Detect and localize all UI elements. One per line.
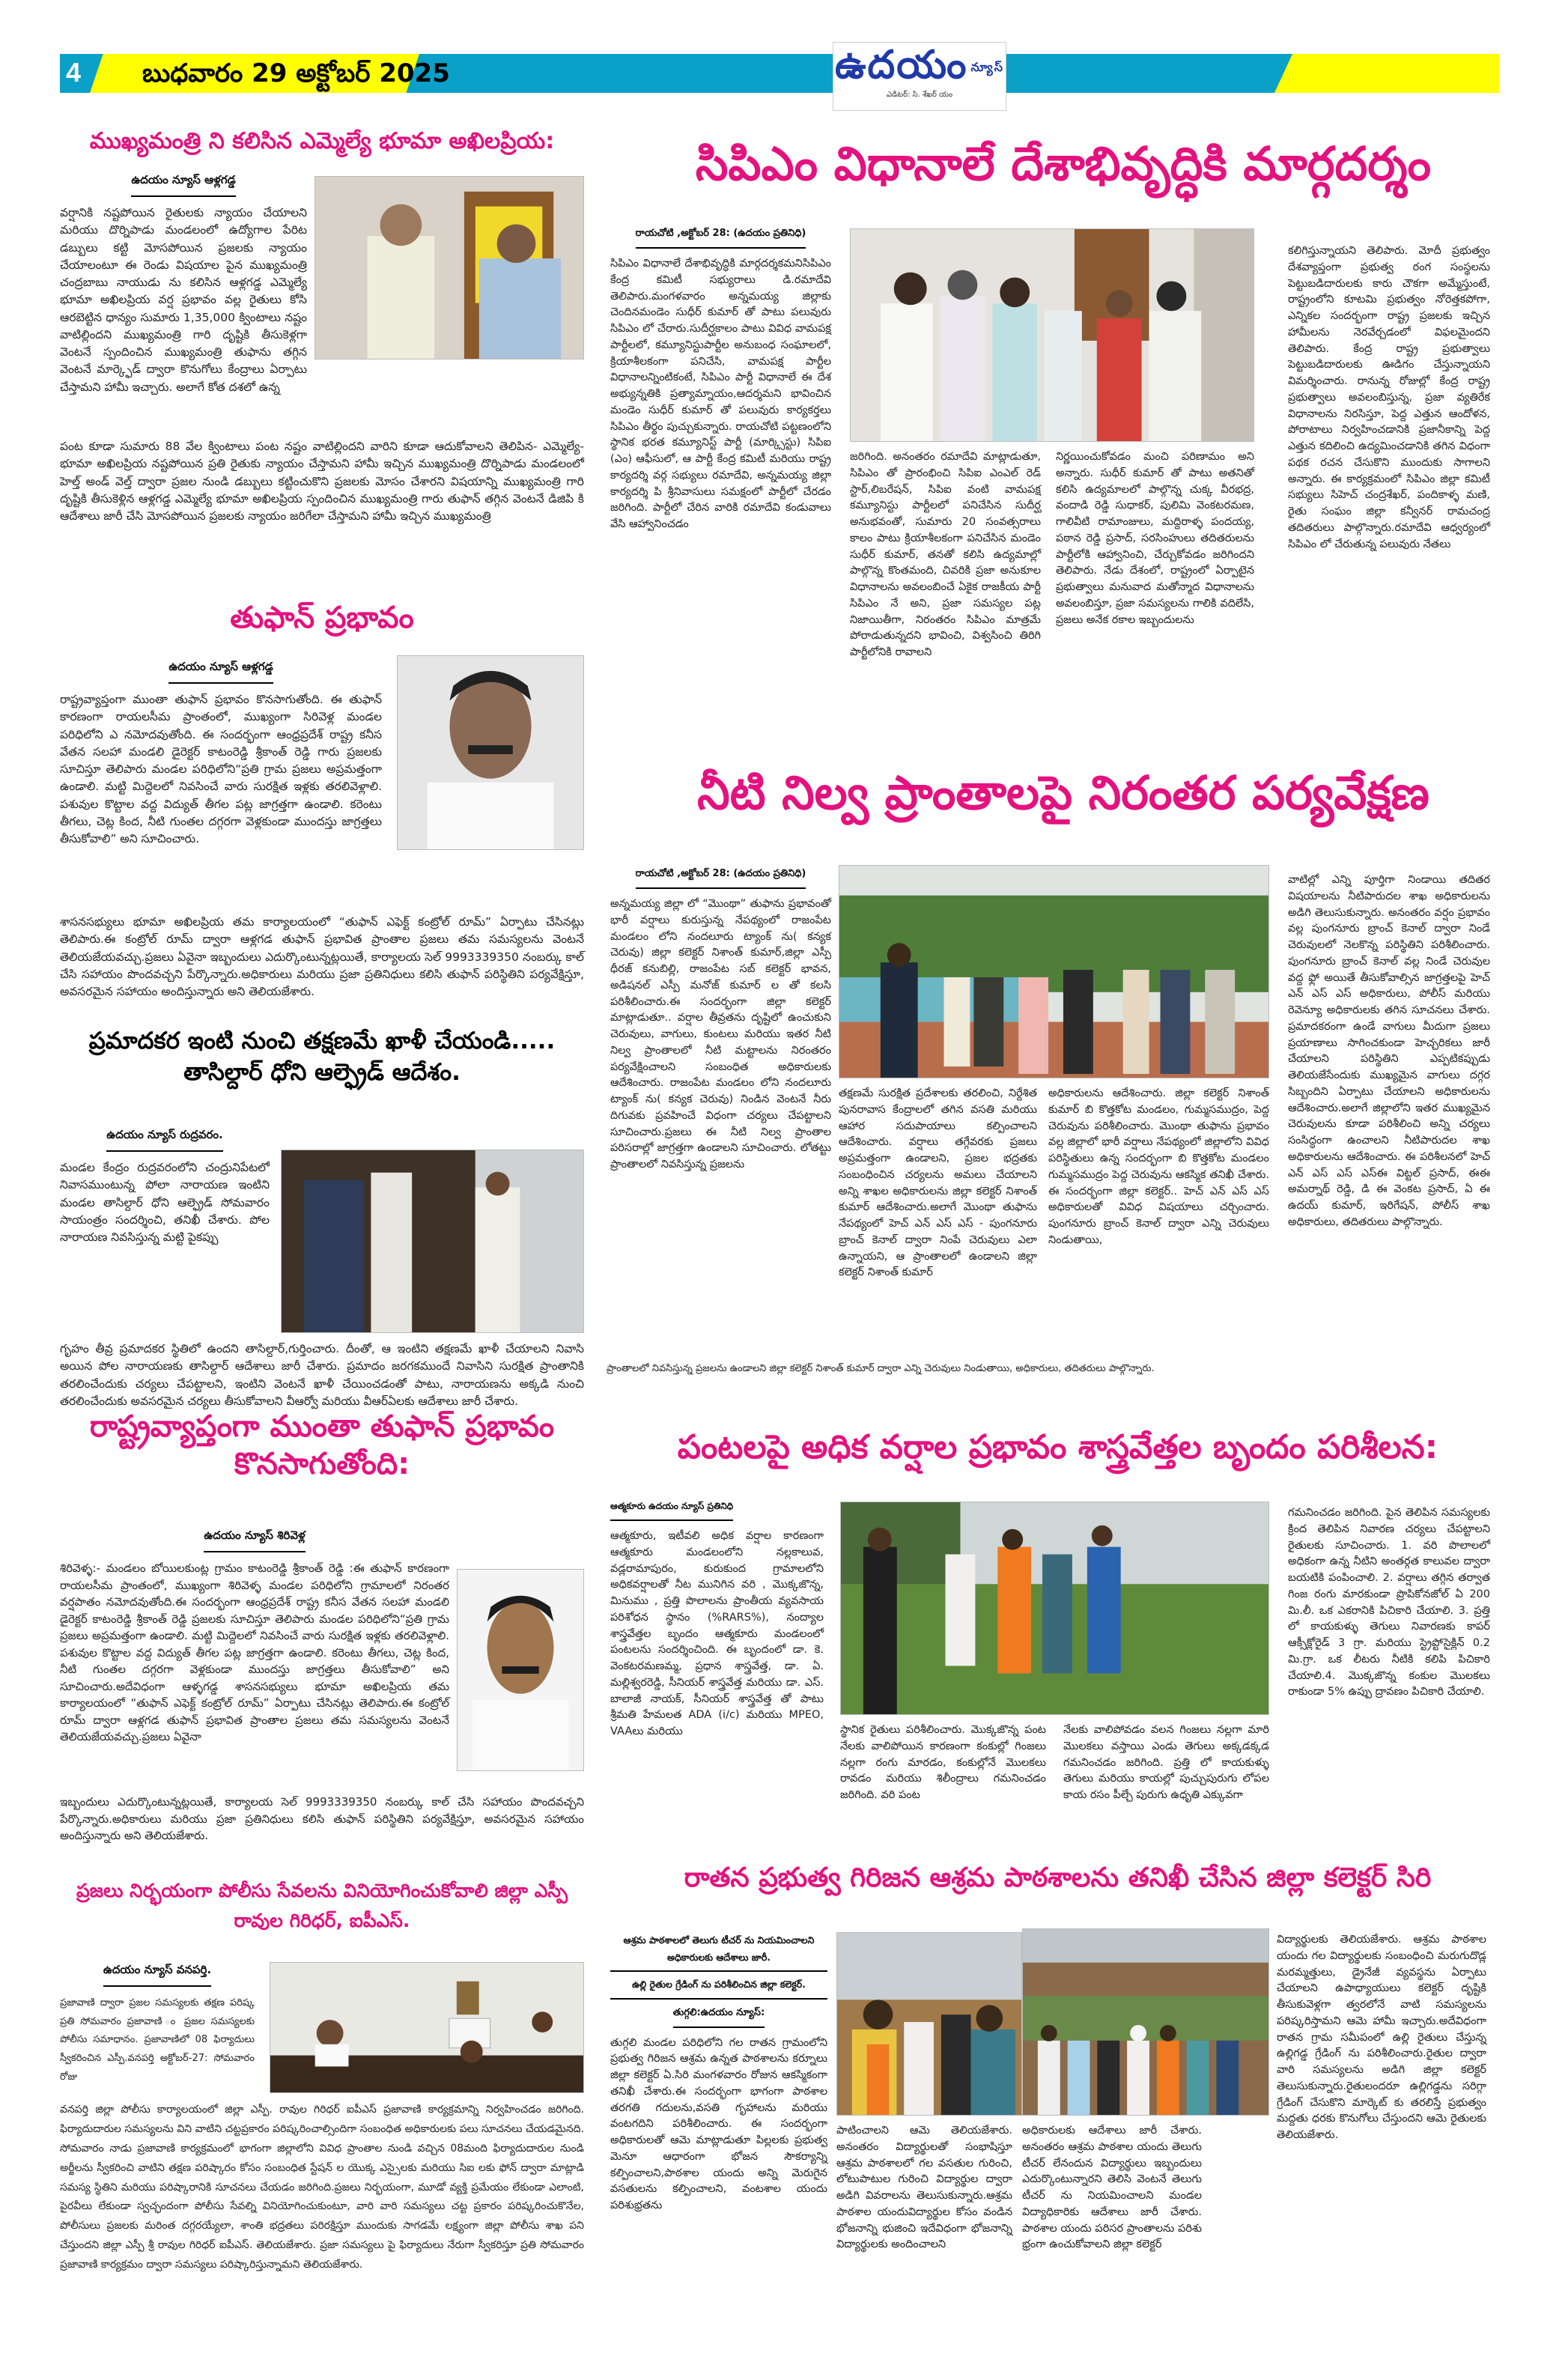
article-column-text: పాటించాలని ఆమె తెలియజేశారు. అనంతరం విద్యార్థులతో సంభాషిస్తూ ఆశ్రమ పాఠశాలలో గల వసతుల గురించి, లోటుపాటుల గురించి విద్యార్థుల ద్వారా అడిగి వివరాలను తెలుసుకున్నారు.ఆశ్రమ పాఠశాల యందువిద్యార్థుల కోసం వండిన భోజనాన్ని భుజించి ఇదేవిధంగా భోజనాన్ని విద్యార్థులకు అందించాలని — [836, 2125, 1012, 2251]
photo-onion-farmers — [1022, 1928, 1269, 2116]
article-tahsildar-order-body — [60, 1127, 270, 1246]
article-water-col4 — [1288, 872, 1490, 1231]
article-cpm-col4 — [1288, 243, 1490, 553]
article-body-continued: శాసనసభ్యులు భూమా అఖిలప్రియ తమ కార్యాలయంలో “తుఫాన్ ఎఫెక్ట్ కంట్రోల్ రూమ్” ఏర్పాటు చేసినట్లు తెలిపారు.ఈ కంట్రోల్ రూమ్ ద్వారా ఆళ్లగడ తుఫాన్ ప్రభావిత ప్రాంతాల ప్రజలు తమ సమస్యలను వెంటనే తెలియజేయవచ్చు.ప్రజలు ఏవైనా ఇబ్బందులు ఎదుర్కొంటున్నట్లయితే, కార్యాలయ సెల్ 9993339350 నంబర్కు కాల్ చేసి సహాయం పొందవచ్చని పేర్కొన్నారు.అధికారులు మరియు ప్రజా ప్రతినిధులు కలిసి తుఫాన్ పరిస్థితిని పర్యవేక్షిస్తూ, అవసరమైన సహాయం అందిస్తున్నారు అని తెలియజేశారు. — [60, 915, 584, 998]
article-column-text: నేలకు వాలిపోవడం వలన గింజలు నల్లగా మారి మొలకలు వస్తాయి ఎండు తెగులు అక్కడక్కడ గమనించడం జరిగింది. ప్రత్తి లో కాయకుళ్ళు తెగులు మరియు కాయల్లో పుచ్చుపురుగు లోపల కాయ రసం పీల్చే పురుగు ఉధృతి ఎక్కువగా — [1063, 1724, 1269, 1801]
article-body-continued: గృహం తీవ్ర ప్రమాదకర స్థితిలో ఉందని తాసిల్దార్,గుర్తించారు. దీంతో, ఆ ఇంటిని తక్షణమే ఖాళీ చేయాలని నివాసి అయిన పోల నారాయణకు తాసిల్దార్ ఆదేశాలు జారీ చేశారు. ప్రమాదం జరగకముందే నివాసిని సురక్షిత ప్రాంతానికి తరలించేందుకు చర్యలు చేపట్టాలని, ఇంటిని వెంటనే ఖాళీ చేయించడంతో పాటు, నారాయణను అక్కడి నుంచి తరలించేందుకు అవసరమైన చర్యలు తీసుకోవాలని వీఆర్వో మరియు వీఆర్ఏలకు ఆదేశాలు జారీ చేశారు. — [60, 1342, 584, 1408]
article-police-services — [60, 1876, 584, 1936]
article-body-continued: పంట కూడా సుమారు 88 వేల క్వింటాలు పంట నష్టం వాటిల్లిందని వారిని కూడా ఆదుకోవాలని తెలిపిన- ఎమ్మెల్యే- భూమా అఖిలప్రియ నష్టపోయిన ప్రతి రైతుకు న్యాయం చేస్తామని హామీ ఇచ్చిన ముఖ్యమంత్రి దొర్నిపాడు మండలంలో హెల్త్ అండ్ వెల్త్ ద్వారా ప్రజల నుండి డబ్బులు కట్టించుకొని ప్రజలకు మోసం చేశారని విషయాన్ని ముఖ్యమంత్రి గారి దృష్టికి తీసుకెళ్లిన ఆళ్లగడ్డ ఎమ్మెల్యే భూమా అఖిలప్రియ స్పందించిన ముఖ్యమంత్రి గారు తుఫాన్ తగ్గిన వెంటనే డిజిపి కి ఆదేశాలు జారీ చేసి మోసపోయిన ప్రజలకు న్యాయం జరిగేలా చేస్తామని హామీ ఇచ్చిన ముఖ్యమంత్రి — [60, 440, 584, 523]
masthead — [60, 54, 1499, 93]
article-byline: ఉదయం న్యూస్ ఆళ్లగడ్డ — [131, 173, 235, 197]
article-headline: నీటి నిల్వ ప్రాంతాలపై నిరంతర పర్యవేక్షణ — [697, 765, 1429, 820]
article-body-continued: వనపర్తి జిల్లా పోలీసు కార్యాలయంలో జిల్లా ఎస్పీ. రావుల గిరిధర్ ఐపీఎస్ ప్రజావాణి కార్యక్రమాన్ని నిర్వహించడం జరిగింది. ఫిర్యాదుదారుల సమస్యలను విని వాటిని చట్టప్రకారం పరిష్కరించాల్సిందిగా సంబంధిత అధికారులకు పలు సూచనలు చేయడమైనది. సోమవారం నాడు ప్రజావాణి కార్యక్రమంలో భాగంగా జిల్లాలోని వివిధ ప్రాంతాల నుండి వచ్చిన 08మంది ఫిర్యాదుదారుల నుండి అర్జీలను స్వీకరించి వాటిని తక్షణ పరిష్కారం కోసం సంబంధిత స్టేషన్ ల యొక్క ఎస్సైలకు మరియు సిఐ లకు ఫోన్ ద్వారా మాట్లాడి సమస్య స్థితిని మరియు పరిష్కారానికి సూచనలు చేయడం జరిగింది.ప్రజలు నిర్భయంగా, మూడో వ్యక్తి ప్రమేయం లేకుండా ఎలాంటి, పైరవీలు లేకుండా స్వచ్ఛందంగా పోలీసు సేవల్ని వినియోగించుకుంటూ, వారి వారి సమస్యలు చట్ట ప్రకారం పరిష్కరించుకొనేల, పోలీసులు ప్రజలకు మరింత దగ్గరయ్యేలా, శాంతి భద్రతలు పరిరక్షిస్తూ ముందుకు సాగడమే లక్ష్యంగా జిల్లా పోలీసు శాఖ పని చేస్తుందని జిల్లా ఎస్పీ శ్రీ రావుల గిరిధర్ ఐపీఎస్. తెలియజేశారు. ప్రజా సమస్యలు పై ఫిర్యాదులు నేరుగా స్వీకరిస్తూ ప్రతి సోమవారం ప్రజావాణి కార్యక్రమం ద్వారా సమస్యలు పరిష్కారిస్తున్నామని తెలియజేశారు. — [60, 2104, 584, 2271]
article-tahsildar-order — [60, 1026, 584, 1089]
photo-srikanth-reddy — [457, 1569, 584, 1771]
article-byline: రాయచోటి ,అక్టోబర్ 28: (ఉదయం ప్రతినిధి) — [636, 868, 806, 889]
article-byline: ఉదయం న్యూస్ ఆళ్లగడ్డ — [168, 660, 273, 684]
article-crop-col4 — [1288, 1505, 1490, 1701]
article-water-col2 — [839, 1086, 1037, 1281]
article-headline: ప్రమాదకర ఇంటి నుంచి తక్షణమే ఖాళీ చేయండి..... తాసిల్దార్ ధోని ఆల్ఫ్రెడ్ ఆదేశం. — [88, 1027, 556, 1086]
article-siri-col3 — [1022, 2123, 1202, 2253]
article-body: ప్రజావాణి ద్వారా ప్రజల సమస్యలకు తక్షణ పరిష్క ప్రతి సోమవారం ప్రజావాణి ం ప్రజల సమస్యలకు పోలీసు సమాధానం. ప్రజావాణిలో 08 ఫిర్యాదులు స్వీకరించిన ఎస్పీ.వనపర్తి అక్టోబర్-27: సోమవారం రోజు — [60, 1997, 255, 2083]
logo-text: ఉదయం — [835, 43, 968, 88]
article-cpm-col3 — [1056, 449, 1254, 628]
article-cpm-col1 — [610, 225, 831, 533]
logo-suffix: న్యూస్ — [970, 60, 1004, 74]
article-cyclone-effect-tail — [60, 914, 584, 1001]
page-number: 4 — [66, 57, 82, 88]
article-statewide-cyclone-body — [60, 1528, 449, 1746]
article-body: వర్షానికి నష్టపోయిన రైతులకు న్యాయం చేయాలని మరియు దొర్నిపాడు మండలంలో ఉద్యోగాల పేరిట డబ్బులు కట్టి మోసపోయిన ప్రజలకు న్యాయం చేయాలంటూ ఈ రెండు విషయాల పైన ముఖ్యమంత్రి చంద్రబాబు నాయుడు ను కలిసిన ఆళ్లగడ్డ ఎమ్మెల్యే భూమా అఖిలప్రియ వర్ష ప్రభావం వల్ల రైతులు కోసి ఆరబెట్టిన ధాన్యం సుమారు 1,35,000 క్వింటాలు నష్టం వాటిల్లిందని ముఖ్యమంత్రి గారి దృష్టికి తీసుకెళ్లగా వెంటనే స్పందించిన ముఖ్యమంత్రి తుఫాను తగ్గిన వెంటనే మార్క్ఫెడ్ ద్వారా కొనుగోలు కేంద్రాలు ఏర్పాటు చేస్తామని హామీ ఇచ్చారు. అలాగే కోత దశలో ఉన్న — [60, 206, 307, 394]
article-headline: తుఫాన్ ప్రభావం — [230, 601, 414, 635]
article-headline: రాతన ప్రభుత్వ గిరిజన ఆశ్రమ పాఠశాలను తనిఖీ చేసిన జిల్లా కలెక్టర్ సిరి — [684, 1862, 1432, 1893]
article-byline: ఉదయం న్యూస్ వనపర్తి. — [103, 1963, 211, 1987]
article-column-text: స్థానిక రైతులు పరిశీలించారు. మొక్కజొన్న పంట నేలకు వాలిపోయిన కారణంగా కంకుల్లో గింజలు నల్లగా రంగు మారడం, కంకుల్లోనే మొలకలు రావడం మరియు శిలీంద్రాలు గమనించడం జరిగింది. వరి పంట — [840, 1724, 1046, 1801]
article-cm-meeting-body — [60, 172, 307, 396]
article-body: మండల కేంద్రం రుద్రవరంలోని చంద్రునిపేటలో నివాసముంటున్న పోలా నారాయణ ఇంటిని మండల తాసిల్దార్ ధోని ఆల్ఫ్రెడ్ సోమవారం సాయంత్రం సందర్శించి, తనిఖీ చేశారు. పోల నారాయణ నివసిస్తున్న మట్టి పైకప్పు — [60, 1161, 270, 1244]
article-statewide-cyclone-tail — [60, 1794, 584, 1845]
article-column-text: ఆత్మకూరు, ఇటీవలి అధిక వర్షాల కారణంగా ఆత్మకూరు మండలంలోని నల్లకాలువ, వడ్లరామాపురం, కురుకుంద గ్రామాలలోని అధికవర్షాలతో నీట మునిగిన వరి , మొక్కజొన్న, మినుము , ప్రత్తి పొలాలను ప్రాంతీయ వ్యవసాయ పరిశోధన స్థానం (%RARS%), నంద్యాల శాస్త్రవేత్తల బృందం ఆత్మకూరు మండలంలో పంటలను సందర్శించింది. ఈ బృందంలో డా. కె. వెంకటరమణమ్మ, ప్రధాన శాస్త్రవేత్త, డా. ఏ. మల్లిశ్వరరెడ్డి, సీనియర్ శాస్త్రవేత్త మరియు డా. ఎస్. బాలాజీ నాయక్, సీనియర్ శాస్త్రవేత్త తో పాటు శ్రీమతి హేమలత ADA (i/c) మరియు MPEO, VAAలు మరియు — [610, 1530, 824, 1737]
article-tahsildar-order-tail — [60, 1341, 584, 1410]
article-siri-col2 — [836, 2123, 1012, 2253]
article-cpm-col2 — [850, 449, 1041, 661]
article-column-text: తక్షణమే సురక్షిత ప్రదేశాలకు తరలించి, నిర్దేశిత పునరావాస కేంద్రాలలో తగిన వసతి మరియు ఆహార సదుపాయాలు కల్పించాలని ఆదేశించారు. వర్షాలు తగ్గేవరకు ప్రజలు అప్రమత్తంగా ఉండాలని, ప్రజల భద్రతకు సంబంధించిన చర్యలను అమలు చేయాలని అన్ని శాఖల అధికారులను జిల్లా కలెక్టర్ నిశాంత్ కుమార్ ఆదేశించారు.అలాగే మొంథా తుఫాను నేపథ్యంలో హెచ్ ఎన్ ఎస్ ఎస్ - పుంగనూరు బ్రాంచ్ కెనాల్ ద్వారా నింపే చెరువులు ఎలా ఉన్నాయని, ఆ ప్రాంతాలలో ఉండాలని జిల్లా కలెక్టర్ నిశాంత్ కుమార్ — [839, 1087, 1037, 1279]
article-siri-col1 — [610, 1932, 827, 2214]
article-police-services-tail — [60, 2101, 584, 2275]
article-headline: పంటలపై అధిక వర్షాల ప్రభావం శాస్త్రవేత్తల బృందం పరిశీలన: — [677, 1428, 1438, 1466]
article-byline: ఉదయం న్యూస్ రుద్రవరం. — [106, 1128, 222, 1152]
article-byline: ఆత్మకూరు ఉదయం న్యూస్ ప్రతినిధి — [610, 1501, 733, 1521]
photo-cm-meeting — [314, 176, 584, 359]
masthead-right-band — [1274, 54, 1499, 93]
article-column-text: తుగ్గలి మండల పరిధిలోని గల రాతన గ్రామంలోని ప్రభుత్వ గిరిజన ఆశ్రమ ఉన్నత పాఠశాలను కర్నూలు జిల్లా కలెక్టర్ ఏ.సిరి మంగళవారం రోజున ఆకస్మికంగా తనిఖీ చేశారు.ఈ సందర్భంగా భాగంగా పాఠశాల తరగతి గదులను,వసతి గృహాలను మరియు వంటగదిని పరిశీలించారు. ఈ సందర్భంగా అధికారులతో ఆమె మాట్లాడుతూ పిల్లలకు ప్రభుత్వ మెనూ ఆధారంగా భోజన సౌకర్యాన్ని కల్పించాలని,పాఠశాల యందు అన్ని మెరుగైన వసతులను కల్పించాలని, వంటశాల యందు పరిశుభ్రతను — [610, 2036, 827, 2211]
article-column-text: నిర్ణయించుకోవడం మంచి పరిణామం అని అన్నారు. సుధీర్ కుమార్ తో పాటు అతనితో కలిసి ఉద్యమాలలో పాల్గొన్న చుక్క వీరభద్ర, వందాడి రెడ్డి సుధాకర్, పులిమి వెంకటరమణ, గాలివీటి రామాంజులు, మద్దిరాళ్ళ పందయ్య, పఠాన రెడ్డి ప్రసాద్, సరసింహులు తదితరులను పార్టీలోకి ఆహ్వానించి, చేర్చుకోవడం జరిగిందని తెలిపారు. నేడు దేశంలో, రాష్ట్రంలో ఏర్పాటైన ప్రభుత్వాలు మనువాద మతోన్మాద విధానాలను అవలంబిస్తూ, ప్రజా సమస్యలను గాలికి వదిలేసి, ప్రజలు అనేక రకాల ఇబ్బందులను — [1056, 451, 1254, 626]
article-crop-scientists — [610, 1427, 1505, 1468]
article-subhead: ఉల్లి రైతుల గ్రేడింగ్ ను పరిశీలించిన జిల్లా కలెక్టర్. — [610, 1976, 827, 2000]
article-cm-meeting-tail — [60, 438, 584, 525]
article-crop-col3 — [1063, 1722, 1269, 1804]
article-water-col1 — [610, 865, 831, 1174]
article-police-services-body — [60, 1962, 255, 2086]
article-cyclone-effect — [60, 599, 584, 637]
article-column-text: వాటిల్లో ఎన్ని పూర్తిగా నిండాయి తదితర విషయాలను నీటిపారుదల శాఖ అధికారులను అడిగి తెలుసుకున్నారు. అనంతరం వర్షం ప్రభావం వల్ల పుంగనూరు బ్రాంచ్ కెనాల్ ద్వారా నిండే చెరువులలో నెలకొన్న పరిస్థితిని పరిశీలించారు. పుంగనూరు బ్రాంచ్ కెనాల్ వల్ల నిండే చెరువుల వద్ద ఫ్లో అయితే తీసుకోవాల్సిన జాగ్రత్తలపై హెచ్ ఎన్ ఎస్ ఎస్ అధికారులు, పోలీస్ మరియు రెవెన్యూ అధికారులకు తగిన సూచనలు చేశారు. ప్రమాదకరంగా ఉండే వాగులు మీదుగా ప్రజలు ప్రయాణాలు సాగించకుండా హెచ్చరికలు జారీ చేయాలని పరిస్థితిని ఎప్పటికప్పుడు తెలియజేసేందుకు ముఖ్యమైన వాగులు దగ్గర సిబ్బందిని ఏర్పాటు చేయాలని అధికారులను ఆదేశించారు.అలాగే జిల్లాలోని ఇతర ముఖ్యమైన చెరువులను కూడా పరిశీలించి అన్ని చర్యలు సంసిద్ధంగా ఉంచాలని నీటిపారుదల శాఖ అధికారులను ఆదేశించారు. ఈ పరిశీలనలో హెచ్ ఎన్ ఎస్ ఎస్ ఎస్ఈ విట్టల్ ప్రసాద్, ఈఈ అమర్నాథ్ రెడ్డి, డి ఈ వెంకట ప్రసాద్, ఏ ఈ ఉదయ్ కుమార్, ఇరిగేషన్, పోలీస్ శాఖ అధికారులు, తదితరులు పాల్గొన్నారు. — [1288, 874, 1490, 1228]
article-body-continued: ప్రాంతాలలో నివసిస్తున్న ప్రజలను ఉండాలని జిల్లా కలెక్టర్ నిశాంత్ కుమార్ ద్వారా ఎన్ని చెరువులు నిండుతాయి, అధికారులు, తదితరులు పాల్గొన్నారు. — [607, 1363, 1155, 1374]
article-body: రాష్ట్రవ్యాప్తంగా ముంతా తుఫాన్ ప్రభావం కొనసాగుతోంది. ఈ తుఫాన్ కారణంగా రాయలసీమ ప్రాంతంలో, ముఖ్యంగా సిరివెళ్ల మండల పరిధిలోని ఎ నమోదవుతోంది. ఈ సందర్భంగా ఆంధ్రప్రదేశ్ రాష్ట్ర కనీస వేతన సలహా మండలి డైరెక్టర్ కాటంరెడ్డి శ్రీకాంత్ రెడ్డి గారు ప్రజలకు సూచిస్తూ తెలిపారు మండల పరిధిలోని“ప్రతి గ్రామ ప్రజలు అప్రమత్తంగా ఉండాలి. మట్టి మిద్దెలలో నివసించే వారు సురక్షిత ఇళ్లకు తరలివెళ్లాలి. పశువుల కొట్టాల వద్ద విద్యుత్ తీగల పట్ల జాగ్రత్తగా ఉండాలి. కరెంటు తీగలు, చెట్ల కింద, నీటి గుంతల దగ్గరగా వెళ్లకుండా ముందస్తు జాగ్రత్తలు తీసుకోవాలి” అని సూచించారు. — [60, 693, 382, 845]
article-statewide-cyclone — [60, 1408, 584, 1483]
photo-crop-field — [840, 1502, 1269, 1715]
article-cyclone-effect-body — [60, 659, 382, 848]
article-byline: ఉదయం న్యూస్ శిరివెళ్ల — [204, 1528, 305, 1552]
article-crop-col1 — [610, 1498, 824, 1740]
logo-editor-line: ఎడిటర్: సి. శేఖర్ యం — [886, 91, 953, 99]
article-headline: రాష్ట్రవ్యాప్తంగా ముంతా తుఫాన్ ప్రభావం కొనసాగుతోంది: — [89, 1409, 555, 1481]
article-column-text: అధికారులను ఆదేశించారు. జిల్లా కలెక్టర్ నిశాంత్ కుమార్ బి కొత్తకోట మండలం, గుమ్మసముద్రం, పెద్ద చెరువును పరిశీలించారు. మొంథా తుఫాను ప్రభావం వల్ల జిల్లాలో భారీ వర్షాలు నేపథ్యంలో జిల్లాలోని వివిధ పరిస్థితులు ఉన్న సందర్భంగా బి కొత్తకోట మండలం గుమ్మసముద్రం పెద్ద చెరువును ఆకస్మిక తనిఖీ చేశారు. ఈ సందర్భంగా జిల్లా కలెక్టర్.. హెచ్ ఎన్ ఎస్ ఎస్ అధికారులతో వివిధ విషయాలు చర్చించారు. పుంగనూరు బ్రాంచ్ కెనాల్ ద్వారా ఎన్ని చెరువులు నిండుతాయి, — [1048, 1087, 1269, 1246]
photo-tahsildar-inspection — [281, 1150, 584, 1333]
photo-collector-school — [836, 1932, 1022, 2116]
article-water-tail — [607, 1361, 1498, 1376]
article-headline: ముఖ్యమంత్రి ని కలిసిన ఎమ్మెల్యే భూమా అఖిలప్రియ: — [89, 128, 555, 154]
article-crop-col2 — [840, 1722, 1046, 1804]
article-body: శిరివెళ్ళ:- మండలం బోయిలకుంట్ల గ్రామం కాటంరెడ్డి శ్రీకాంత్ రెడ్డి :ఈ తుఫాన్ కారణంగా రాయలసీమ ప్రాంతంలో, ముఖ్యంగా శిరివెళ్ళ మండల పరిధిలోని గ్రామాలలో నిరంతర వర్షపాతం నమోదవుతోంది.ఈ సందర్భంగా ఆంధ్రప్రదేశ్ రాష్ట్ర కనీస వేతన సలహా మండలి డైరెక్టర్ కాటంరెడ్డి శ్రీకాంత్ రెడ్డి ప్రజలకు సూచిస్తూ తెలిపారు మండల పరిధిలోని“ప్రతి గ్రామ ప్రజలు అప్రమత్తంగా ఉండాలి. మట్టి మిద్దెలలో నివసించే వారు సురక్షిత ఇళ్లకు తరలివెళ్లాలి. పశువుల కొట్టాల వద్ద విద్యుత్ తీగల పట్ల జాగ్రత్తగా ఉండాలి. కరెంటు తీగలు, చెట్ల కింద, నీటి గుంతల దగ్గరగా వెళ్లకుండా ముందస్తు జాగ్రత్తలు తీసుకోవాలి” అని సూచించారు.అదేవిధంగా ఆళ్ళగడ్డ శాసనసభ్యులు భూమా అఖిలప్రియ తమ కార్యాలయంలో “తుఫాన్ ఎఫెక్ట్ కంట్రోల్ రూమ్” ఏర్పాటు చేసినట్లు తెలిపారు.ఈ కంట్రోల్ రూమ్ ద్వారా ఆళ్లగడ తుఫాన్ ప్రభావిత ప్రాంతాల ప్రజలు తమ సమస్యలను వెంటనే తెలియజేయవచ్చు.ప్రజలు ఏవైనా — [60, 1561, 449, 1743]
photo-cpm-joining — [850, 228, 1254, 442]
article-column-text: గమనించడం జరిగింది. పైన తెలిపిన సమస్యలకు క్రింద తెలిపిన నివారణ చర్యలు చేపట్టాలని రైతులకు సూచించారు. 1. వరి పొలాలలో అధికంగా ఉన్న నీటిని అంతర్గత కాలువల ద్వారా బయటికి పంపించాలి. 2. వర్షాలు తగ్గిన తర్వాత గింజ రంగు మారకుండా ప్రొపికోనజోల్ ఏ 200 మి.లీ. ఒక ఎకరానికి పిచికారి చేయాలి. 3. ప్రత్తి లో కాయకుళ్ళు తెగులు నివారణకు కాపర్ ఆక్సీక్లోరైడ్ 3 గ్రా. మరియు స్ట్రెప్టోసైక్లిన్ 0.2 మి.గ్రా. ఒక లీటరు నీటికి కలిపి పిచికారి చేయాలి.4. మొక్కజొన్న కంకుల మొలకలు రాకుండా 5% ఉప్పు ద్రావణం పిచికారి చేయాలి. — [1288, 1507, 1490, 1698]
article-column-text: సిపిఎం విధానాలే దేశాభివృద్ధికి మార్గదర్శకమనిసిపిఎం కేంద్ర కమిటీ సభ్యురాలు డి.రమాదేవి తెలిపారు.మంగళవారం అన్నమయ్య జిల్లాకు చెందినమండెం సుధీర్ కుమార్ తో పాటు పలువురు సిపిఎం లో చేరారు.సుదీర్ఘకాలం పాటు వివిధ వామపక్ష పార్టీలలో, కమ్యూనిస్టుపార్టీల అనుబంధ సంఘాలలో, క్రియాశీలకంగా పనిచేసి, వామపక్ష పార్టీల విధానాలన్నింటికంటే, సిపిఎం పార్టీ విధానాలే ఈ దేశ అభ్యున్నతికి ప్రత్యామ్నాయం,ఆదర్శమని భావించిన మండెం సుధీర్ కుమార్ తో పలువురు కార్యకర్తలు సిపిఎం తీర్థం పుచ్చుకున్నారు. రాయచోటి పట్టణంలోని స్థానిక భరత కమ్యూనిస్ట్ పార్టీ (మార్క్సిస్టు) సిపిఐ (ఎం) ఆఫీసులో, ఆ పార్టీ కేంద్ర కమిటీ మరియు రాష్ట్ర కార్యదర్శి వర్గ సభ్యులు రమాదేవి, అన్నమయ్య జిల్లా కార్యదర్శి పి శ్రీనివాసులు సమక్షంలో పార్టీలో చేరడం జరిగింది. పార్టీలో చేరిన వారికి రమాదేవి కండువాలు వేసి ఆహ్వానించడం — [610, 258, 831, 530]
article-column-text: కలిగిస్తున్నాయని తెలిపారు. మోదీ ప్రభుత్వం దేశవ్యాప్తంగా ప్రభుత్వ రంగ సంస్థలను పెట్టుబడిదారులకు కారు చౌకగా అమ్మేస్తుంటే, రాష్ట్రంలోని కూటమి ప్రభుత్వం నోరెత్తకపోగా, ఎన్నికల సందర్భంగా రాష్ట్ర ప్రజలకు ఇచ్చిన హామీలను నెరవేర్చడంలో విఫలమైందని తెలిపారు. కేంద్ర రాష్ట్ర ప్రభుత్వాలు పెట్టుబడిదారులకు ఊడిగం చేస్తున్నాయని విమర్శించారు. రానున్న రోజుల్లో కేంద్ర రాష్ట్ర ప్రభుత్వాలు అవలంబిస్తున్న, ప్రజా వ్యతిరేక విధానాలను నిరసిస్తూ, పెద్ద ఎత్తున ఆందోళన, పోరాటాలు నిర్వహించడానికి ప్రజానీకాన్ని పెద్ద ఎత్తున కదిలించి ఉద్యమించడానికి తగిన విధంగా పథక రచన చేసుకొని ముందుకు సాగాలని అన్నారు. ఈ కార్యక్రమంలో సిపిఎం జిల్లా కమిటీ సభ్యులు సిహెచ్ చంద్రశేఖర్, పందికాళ్ళ మణి, రైతు సంఘం జిల్లా కన్వీనర్ రామచంద్ర తదితరులు పాల్గొన్నారు.రమాదేవి ఆధ్వర్యంలో సిపిఎం లో చేరుతున్న పలువురు నేతలు — [1288, 245, 1490, 550]
photo-cyclone-person — [397, 655, 584, 850]
photo-tank-inspection — [839, 865, 1269, 1078]
article-body-continued: ఇబ్బందులు ఎదుర్కొంటున్నట్లయితే, కార్యాలయ సెల్ 9993339350 నంబర్కు కాల్ చేసి సహాయం పొందవచ్చని పేర్కొన్నారు.అధికారులు మరియు ప్రజా ప్రతినిధులు కలిసి తుఫాన్ పరిస్థితిని పర్యవేక్షిస్తూ, అవసరమైన సహాయం అందిస్తున్నారు అని తెలియజేశారు. — [60, 1795, 584, 1842]
article-column-text: అన్నమయ్య జిల్లా లో “మొంథా” తుఫాను ప్రభావంతో భారీ వర్షాలు కురుస్తున్న నేపథ్యంలో రాజంపేట మండలం లోని నందలూరు ట్యాంక్ ను( కన్యక చెరువు) జిల్లా కలెక్టర్ నిశాంత్ కుమార్,జిల్లా ఎస్పీ ధీరజ్ కనుబిల్లి, రాజంపేట సబ్ కలెక్టర్ భావన, అడిషనల్ ఎస్పీ మనోజ్ కుమార్ ల తో కలసి పరిశీలించారు.ఈ సందర్భంగా జిల్లా కలెక్టర్ మాట్లాడుతూ.. వర్షాల తీవ్రతను దృష్టిలో ఉంచుకుని చెరువులు, వాగులు, కుంటలు మరియు ఇతర నీటి నిల్వ ప్రాంతాలలో నీటి మట్టాలను నిరంతరం పర్యవేక్షించాలని సంబంధిత అధికారులకు ఆదేశించారు. రాజంపేట మండలం లోని నందలూరు ట్యాంక్ ను( కన్యక చెరువు) నిండిన వెంటనే నీరు దిగువకు ప్రవహించే విధంగా చర్యలు చేపట్టాలని సూచించారు.ప్రజలు ఈ నీటి నిల్వ ప్రాంతాల పరిసరాల్లో జాగ్రత్తగా ఉండాలని సూచించారు. లోతట్టు ప్రాంతాలలో నివసిస్తున్న ప్రజలను — [610, 898, 831, 1171]
issue-date: బుధవారం 29 అక్టోబర్ 2025 — [142, 58, 450, 88]
photo-police-prajavani — [270, 1962, 584, 2093]
article-column-text: జరిగింది. అనంతరం రమాదేవి మాట్లాడుతూ, సిపిఎం తో ప్రారంభించి సిపిఐ ఎంఎల్ రెడ్ స్టార్,లిబరేషన్, సిపిఐ వంటి వామపక్ష కమ్యూనిస్టు పార్టీలలో పనిచేసిన సుదీర్ఘ అనుభవంతో, సుమారు 20 సంవత్సరాలు కాలం పాటు క్రియాశీలకంగా పనిచేసిన మండెం సుధీర్ కుమార్, తనతో కలిసి ఉద్యమాల్లో పాల్గొన్న కొంతమంది, చివరికి ప్రజా అనుకూల విధానాలను అవలంబించే ఏకైక రాజకీయ పార్టీ సిపిఎం నే అని, ప్రజా సమస్యల పట్ల నిజాయితీగా, నిరంతరం సిపిఎం మాత్రమే పోరాడుతున్నదని భావించి, విశ్వసించి తిరిగి పార్టీలోనికి రావాలని — [850, 451, 1041, 658]
article-headline: ప్రజలు నిర్భయంగా పోలీసు సేవలను వినియోగించుకోవాలి జిల్లా ఎస్పీ రావుల గిరిధర్, ఐపీఎస్. — [76, 1880, 568, 1931]
article-byline: రాయచోటి ,అక్టోబర్ 28: (ఉదయం ప్రతినిధి) — [636, 228, 806, 249]
article-headline: సిపిఎం విధానాలే దేశాభివృద్ధికి మార్గదర్శం — [695, 136, 1432, 191]
article-byline: తుగ్గలి:ఉదయం న్యూస్: — [673, 2007, 765, 2028]
article-cpm-policies — [622, 135, 1505, 193]
article-subhead: ఆశ్రమ పాఠశాలలో తెలుగు టీచర్ ను నియమించాలని అధికారులకు ఆదేశాలు జారీ. — [610, 1932, 827, 1972]
article-water-col3 — [1048, 1086, 1269, 1249]
article-collector-siri — [610, 1861, 1505, 1895]
newspaper-logo — [833, 42, 1006, 111]
article-siri-col4 — [1277, 1932, 1486, 2144]
article-column-text: విద్యార్థులకు తెలియజేశారు. ఆశ్రమ పాఠశాల యందు గల విద్యార్థులకు సంబంధించి మరుగుదొడ్ల మరమ్మత్తులు, డ్రైనేజీ వ్యవస్థను ఏర్పాటు చేయాలని ఉపాధ్యాయులు కలెక్టర్ దృష్టికి తీసుకువెళ్లగా త్వరలోనే వాటి సమస్యలను పరిష్కరిస్తామని ఆమె హామీ ఇచ్చారు.అదేవిధంగా రాతన గ్రామ సమీపంలో ఉల్లి రైతులు చేస్తున్న ఉల్లిగడ్డ గ్రేడింగ్ ను పరిశీలించారు.రైతుల ద్వారా వారి సమస్యలను అడిగి జిల్లా కలెక్టర్ తెలుసుకున్నారు.రైతులందరూ ఉల్లిగడ్డను సరిగ్గా గ్రేడింగ్ చేసుకొని మార్కెట్ కు తరలిస్తే ప్రభుత్వం మద్దతు ధరకు కొనుగోలు చేస్తుందని ఆమె రైతులకు తెలియజేశారు. — [1277, 1934, 1486, 2141]
article-cm-meeting — [60, 127, 584, 156]
article-water-monitoring — [622, 764, 1505, 822]
article-column-text: అధికారులకు ఆదేశాలు జారీ చేశారు. అనంతరం ఆశ్రమ పాఠశాల యందు తెలుగు టీచర్ లేనందున విద్యార్థులు ఇబ్బందులు ఎదుర్కొంటున్నారని తెలిసి వెంటనే తెలుగు టీచర్ ను నియమించాలని మండల విద్యాధికారికు ఆదేశాలు జారీ చేశారు. పాఠశాల యందు పరిసర ప్రాంతాలను పరిశు భ్రంగా ఉంచుకోవాలని జిల్లా కలెక్టర్ — [1022, 2125, 1202, 2251]
